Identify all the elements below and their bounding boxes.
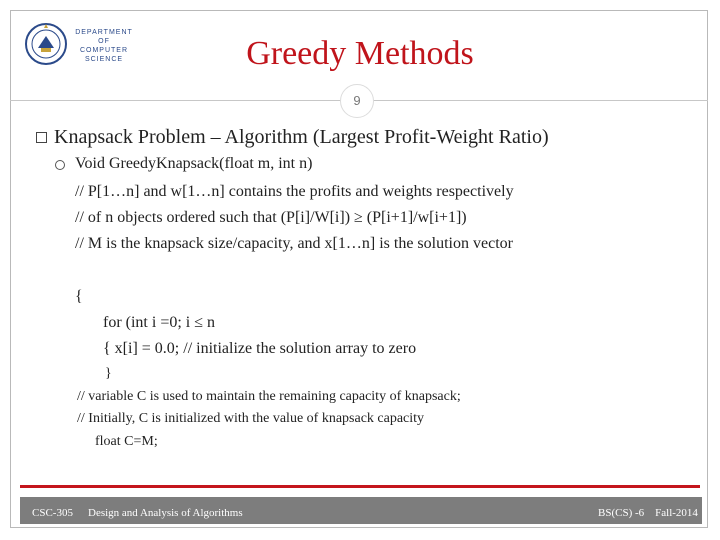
footer-divider [20,485,700,488]
slide-title: Greedy Methods [246,35,474,72]
code-line: // Initially, C is initialized with the value of knapsack capacity [77,411,425,426]
logo-text-line: COMPUTER [79,47,129,54]
footer-course-code: CSC-305 [32,507,73,519]
page-number: 9 [340,84,374,118]
code-line: { [75,288,83,305]
heading-text: Knapsack Problem – Algorithm (Largest Profit-Weight Ratio) [54,126,549,148]
code-line: for (int i =0; i ≤ n [103,314,216,331]
code-line: // P[1…n] and w[1…n] contains the profits and weights respectively [75,183,514,200]
code-line: // variable C is used to maintain the remaining capacity of knapsack; [77,389,461,404]
main-bullet-heading [36,126,549,149]
code-line: float C=M; [95,434,158,449]
checkbox-bullet-icon [36,132,47,143]
code-line: Void GreedyKnapsack(float m, int n) [75,155,313,172]
circle-bullet-icon [55,160,65,170]
footer-semester: BS(CS) -6 Fall-2014 [598,507,698,519]
logo-text-line: SCIENCE [84,56,124,63]
code-line: { x[i] = 0.0; // initialize the solution array to zero [103,340,417,357]
logo-text [68,28,140,64]
logo-text-line: DEPARTMENT OF [75,29,133,45]
code-line: // M is the knapsack size/capacity, and x[1…n] is the solution vector [75,235,513,252]
footer-course-title: Design and Analysis of Algorithms [88,507,243,519]
code-line: } [105,366,112,381]
department-logo [24,18,140,70]
code-line: // of n objects ordered such that (P[i]/W[i]) ≥ (P[i+1]/w[i+1]) [75,209,467,226]
